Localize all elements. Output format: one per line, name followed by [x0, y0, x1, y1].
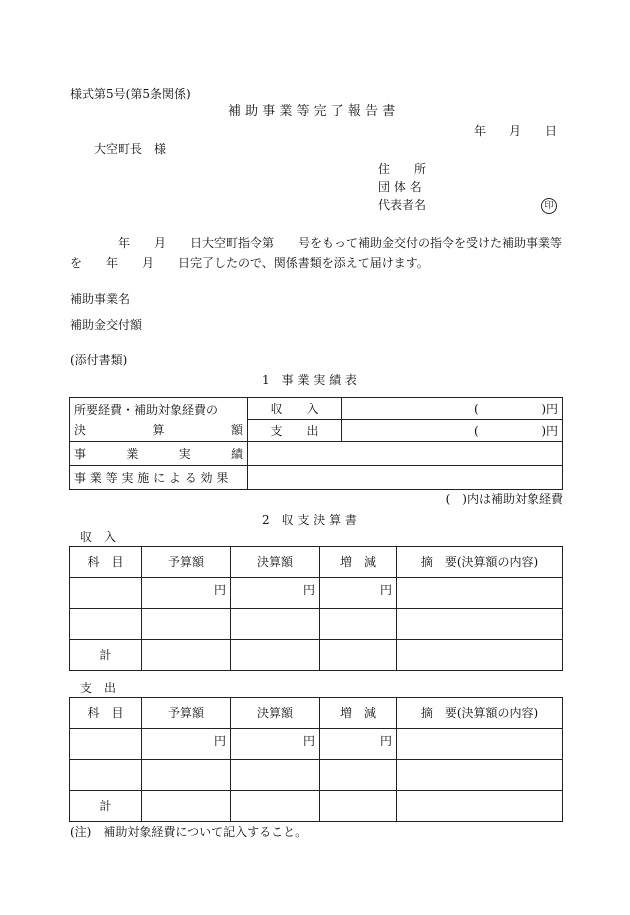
expense-paren-open: ( [474, 424, 479, 438]
header-remarks: 摘 要(決算額の内容) [397, 547, 563, 578]
organization-label: 団 体 名 [378, 180, 422, 194]
change-yen[interactable]: 円 [320, 729, 397, 760]
expense-label-char: 算 [152, 422, 165, 437]
grant-amount-label: 補助金交付額 [70, 318, 143, 332]
expense-table [69, 697, 563, 822]
form-number: 様式第5号(第5条関係) [70, 87, 191, 101]
item-cell[interactable] [70, 609, 142, 640]
income-yen: )円 [541, 402, 558, 416]
header-item: 科 目 [70, 547, 142, 578]
results-table [69, 397, 563, 490]
header-settled: 決算額 [231, 547, 320, 578]
total-label: 計 [70, 791, 142, 822]
effect-label: 事 業 等 実 施 に よ る 効 果 [70, 466, 248, 490]
expense-label: 支 出 [248, 420, 342, 442]
date-year: 年 [474, 124, 487, 138]
header-item: 科 目 [70, 698, 142, 729]
total-label: 計 [70, 640, 142, 671]
expense-heading: 支 出 [80, 681, 117, 695]
income-heading: 収 入 [80, 530, 117, 544]
income-amount-cell[interactable] [342, 398, 563, 420]
effect-value-cell[interactable] [248, 466, 563, 490]
item-cell[interactable] [70, 760, 142, 791]
results-label-char: 績 [230, 446, 243, 461]
income-table [69, 546, 563, 671]
header-budget: 予算額 [142, 698, 231, 729]
body-line-1: 年 月 日大空町指令第 号をもって補助金交付の指令を受けた補助事業等 [118, 236, 563, 250]
results-value-cell[interactable] [248, 442, 563, 466]
seal-mark: 印 [541, 198, 557, 214]
budget-cell[interactable] [142, 760, 231, 791]
section2-title: 2 収 支 決 算 書 [262, 513, 357, 527]
expense-label-line2 [74, 424, 243, 436]
remarks-total-cell[interactable] [397, 791, 563, 822]
change-total-cell[interactable] [320, 791, 397, 822]
results-label-char: 実 [178, 446, 191, 461]
budget-total-cell[interactable] [142, 791, 231, 822]
remarks-cell[interactable] [397, 578, 563, 609]
remarks-cell[interactable] [397, 760, 563, 791]
change-total-cell[interactable] [320, 640, 397, 671]
expense-label-char: 額 [230, 422, 243, 437]
settled-cell[interactable] [231, 760, 320, 791]
expense-yen: )円 [541, 424, 558, 438]
expense-label-char: 決 [74, 422, 87, 437]
remarks-cell[interactable] [397, 729, 563, 760]
document-title: 補 助 事 業 等 完 了 報 告 書 [228, 104, 396, 119]
change-cell[interactable] [320, 760, 397, 791]
remarks-total-cell[interactable] [397, 640, 563, 671]
expense-label-cell [70, 398, 248, 442]
date-day: 日 [545, 124, 558, 138]
budget-yen[interactable]: 円 [142, 729, 231, 760]
budget-yen[interactable]: 円 [142, 578, 231, 609]
results-label-char: 業 [126, 446, 139, 461]
header-change: 増 減 [320, 547, 397, 578]
header-budget: 予算額 [142, 547, 231, 578]
settled-yen[interactable]: 円 [231, 729, 320, 760]
address-label: 住 所 [378, 162, 427, 176]
project-name-label: 補助事業名 [70, 292, 131, 306]
item-cell[interactable] [70, 729, 142, 760]
subsidy-note: ( )内は補助対象経費 [445, 492, 563, 506]
expense-label-line1: 所要経費・補助対象経費の [74, 402, 219, 417]
date-month: 月 [509, 124, 522, 138]
footnote: (注) 補助対象経費について記入すること。 [70, 825, 308, 839]
income-paren-open: ( [474, 402, 479, 416]
settled-cell[interactable] [231, 609, 320, 640]
settled-yen[interactable]: 円 [231, 578, 320, 609]
addressee: 大空町長 様 [94, 142, 167, 156]
budget-cell[interactable] [142, 609, 231, 640]
results-label [74, 448, 243, 460]
header-remarks: 摘 要(決算額の内容) [397, 698, 563, 729]
attachments-label: (添付書類) [70, 353, 128, 367]
body-line-2: を 年 月 日完了したので、関係書類を添えて届けます。 [70, 256, 429, 270]
representative-label: 代表者名 [378, 198, 427, 212]
item-cell[interactable] [70, 578, 142, 609]
income-label: 収 入 [248, 398, 342, 420]
results-label-cell [70, 442, 248, 466]
expense-amount-cell[interactable] [342, 420, 563, 442]
header-change: 増 減 [320, 698, 397, 729]
header-settled: 決算額 [231, 698, 320, 729]
section1-title: 1 事 業 実 績 表 [262, 373, 357, 387]
budget-total-cell[interactable] [142, 640, 231, 671]
settled-total-cell[interactable] [231, 791, 320, 822]
change-cell[interactable] [320, 609, 397, 640]
settled-total-cell[interactable] [231, 640, 320, 671]
results-label-char: 事 [74, 446, 87, 461]
remarks-cell[interactable] [397, 609, 563, 640]
change-yen[interactable]: 円 [320, 578, 397, 609]
